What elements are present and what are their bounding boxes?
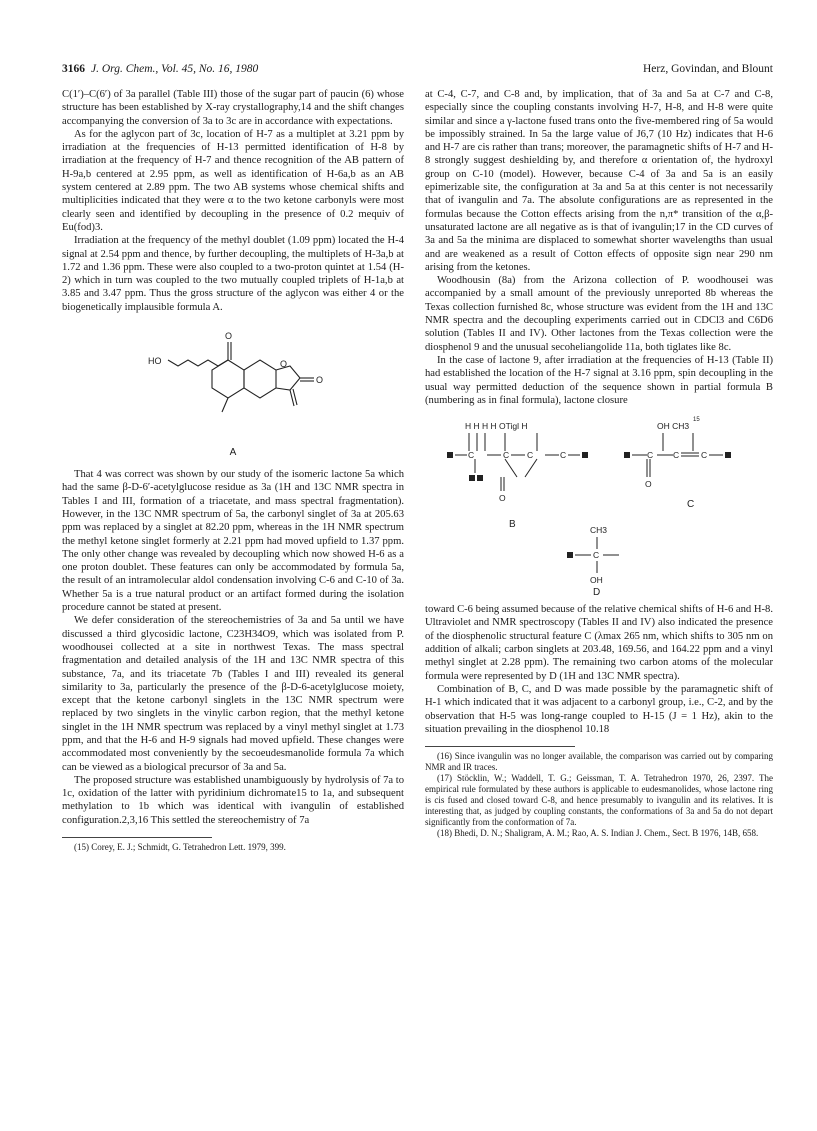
- svg-text:C: C: [593, 550, 600, 561]
- svg-text:C: C: [503, 450, 510, 461]
- footnote-16: (16) Since ivangulin was no longer available, the comparison was carried out by comparing NMR and IR traces.: [425, 751, 773, 773]
- svg-text:O: O: [645, 479, 652, 490]
- structure-a-figure: [62, 322, 404, 460]
- paragraph: Combination of B, C, and D was made possible by the paramagnetic shift of H-1 which indicated that it was adjacent to a carbonyl group, i.e., C-2, and by the observation that H-5 was long-range coupled to H-15 (J = 1 Hz), akin to the situation prevailing in the diosphenol 10.18: [425, 683, 773, 735]
- figb-top-labels: H H H H OTigl H: [465, 421, 528, 432]
- journal-citation: J. Org. Chem., Vol. 45, No. 16, 1980: [91, 63, 259, 75]
- figc-label: C: [687, 499, 695, 511]
- right-column: [425, 88, 773, 839]
- footnote-15: (15) Corey, E. J.; Schmidt, G. Tetrahedron Lett. 1979, 399.: [74, 842, 286, 853]
- footnote-18: (18) Bhedi, D. N.; Shaligram, A. M.; Rao, A. S. Indian J. Chem., Sect. B 1976, 14B, 658.: [437, 828, 759, 839]
- paragraph: toward C-6 being assumed because of the relative chemical shifts of H-6 and H-8. Ultraviolet and NMR spectroscopy (Tables II and IV) also indicated the presence of the diosphenolic structural feature C (λmax 265 nm, which shifts to 305 nm on addition of alkali; carbon singlets at 203.48, 169.56, and 164.22 ppm and a vinyl methyl singlet at 2.28 ppm). The remaining two carbon atoms of the molecular formula were represented by D (1H and 13C NMR spectra).: [425, 604, 773, 682]
- paragraph: The proposed structure was established unambiguously by hydrolysis of 7a to 1c, oxidation of the latter with pyridinium dichromate15 to 1a, and subsequent methylation to 1b which was identical with ivangulin of established configuration.2,3,16 This settled the stereochemistry of 7a: [62, 774, 404, 826]
- header-left: [62, 63, 258, 75]
- figa-o-label: O: [225, 331, 233, 342]
- figd-label: D: [593, 587, 601, 596]
- footnote-rule: [425, 746, 575, 747]
- svg-text:C: C: [673, 450, 680, 461]
- page-number: 3166: [62, 63, 85, 75]
- running-header: [62, 63, 773, 79]
- svg-text:O: O: [499, 493, 506, 504]
- footnote-17: (17) Stöcklin, W.; Waddell, T. G.; Geissman, T. A. Tetrahedron 1970, 26, 2397. The empirical rule formulated by these authors is applicable to eudesmanolides, whose lactone ring is cis fused and closed toward C-8, and hence presumably to ivangulin and its relatives. It is interesting that, as judged by coupling constants, the conformations of 3a and 5a do not depart significantly from the conformation of 7a.: [425, 773, 773, 828]
- figa-ho-label: HO: [148, 356, 162, 367]
- paragraph: As for the aglycon part of 3c, location of H-7 as a multiplet at 3.21 ppm by irradiation at the frequencies of H-13 permitted identification of H-8 by irradiation at the frequency of H-7 and thence recognition of the AB pattern of H-9a,b centered at 2.95 ppm, as well as identification of H-6a,b as an AB system centered at 2.89 ppm. The two AB systems whose chemical shifts and multiplicities indicated that they were α to the two ketone carbonyls were most clearly seen and identified by decoupling in the presence of 0.2 mequiv of Eu(fod)3.: [62, 128, 404, 233]
- figd-top-label: CH3: [590, 525, 608, 536]
- header-authors: Herz, Govindan, and Blount: [643, 63, 773, 75]
- svg-text:C: C: [527, 450, 534, 461]
- svg-text:C: C: [468, 450, 475, 461]
- paragraph: Woodhousin (8a) from the Arizona collection of P. woodhousei was accompanied by a small amount of the previously unreported 8b whereas the Texas collection furnished 8c, whose structure was evident from the 1H and 13C NMR spectra and the decoupling experiments carried out in CDCl3 and C6D6 solution (Tables II and IV). Other lactones from the Texas collection were the diosphenol 9 and the unusual secoheliangolide 11a, both tiglates like 8c.: [425, 275, 773, 353]
- paragraph: at C-4, C-7, and C-8 and, by implication, that of 3a and 5a at C-7 and C-8, especially since the coupling constants involving H-7, H-8, and H-8 were quite similar and since a γ-lactone fused trans onto the five-membered ring of 5a would be impossibly strained. In 5a the large value of J6,7 (10 Hz) indicates that H-6 and H-7 are cis rather than trans; moreover, the paramagnetic shifts of H-7 and H-8 strongly suggest deshielding by, and therefore α orientation of, the hydroxyl group on C-10 (model). However, because C-4 of 3a and 5a is an easily epimerizable site, the configuration at 3a and 5a at this center is not necessarily that of ivangulin and 7a. The absolute configurations are as represented in the formulas because the Cotton effects arising from the n,π* transition of the α,β-unsaturated lactone are all negative as is that of ivangulin;17 in the CD curves of 3a and 5a the minima are displaced to somewhat shorter wavelengths than usual and are weakened as a result of Cotton effects of opposite sign near 290 nm arising from the ketones.: [425, 89, 773, 273]
- paragraph: In the case of lactone 9, after irradiation at the frequencies of H-13 (Table II) had established the location of the H-7 signal at 3.16 ppm, spin decoupling in the usual way permitted deduction of the sequence shown in partial formula B (numbering as in final formula), lactone closure: [425, 354, 773, 406]
- partial-formulas-figure: [425, 415, 773, 595]
- paragraph: C(1′)–C(6′) of 3a parallel (Table III) those of the sugar part of paucin (6) whose structure has been established by X-ray crystallography,14 and the shift changes accompanying the conversion of 3a to 3c are in accordance with expectations.: [62, 89, 404, 127]
- paragraph: That 4 was correct was shown by our study of the isomeric lactone 5a which had the same β-D-6′-acetylglucose residue as 3a (1H and 13C NMR spectra in Tables I and III, formation of a triacetate, and mass spectral fragmentation). However, in the 13C NMR spectrum of 5a, the carbonyl singlet of 3a at 205.63 ppm was replaced by a singlet at 82.20 ppm, whereas in the 1H NMR spectrum the methyl ketone singlet formerly at 2.21 ppm had moved upfield to 1.37 ppm. The only other change was revealed by decoupling which now showed H-6 as a one proton doublet. These features can only be accommodated by formula 5a, the result of an intramolecular aldol condensation involving C-6 and C-10 of 3a. Whether 5a is a true natural product or an artifact formed during the isolation procedure cannot be stated at present.: [62, 469, 404, 614]
- structure-a-diagram: [62, 322, 404, 442]
- partial-formulas-diagram: [425, 415, 773, 595]
- paragraph: Irradiation at the frequency of the methyl doublet (1.09 ppm) located the H-4 signal at 2.54 ppm and thence, by further decoupling, the multiplets of H-3a,b at 1.72 and 1.36 ppm. These were also coupled to a two-proton quintet at 1.54 (H-2) which in turn was coupled to the two mutually coupled triplets of H-1a,b at 3.85 and 3.47 ppm. Thus the gross structure of the aglycon was either 4 or the biogenetically implausible formula A.: [62, 235, 404, 313]
- svg-text:C: C: [560, 450, 567, 461]
- figa-o-carbonyl-label: O: [316, 375, 324, 386]
- figd-bottom-label: OH: [590, 575, 603, 586]
- figc-15-label: 15: [693, 417, 700, 424]
- left-column: [62, 88, 404, 853]
- figc-top-labels: OH CH3: [657, 421, 690, 432]
- figa-o-ring-label: O: [280, 359, 288, 370]
- paragraph: We defer consideration of the stereochemistries of 3a and 5a until we have discussed a third glycosidic lactone, C23H34O9, which was isolated from P. woodhousei collected at a site in northwest Texas. The mass spectral fragmentation and detailed analysis of the 1H and 13C NMR spectra of this substance, 7a, and its triacetate 7b (Tables I and III) revealed its general similarity to 3a, particularly the presence of the β-D-6-acetylglucose moiety, except that the ketone carbonyl singlets in the 13C NMR spectrum were replaced by two singlets in the vinylic carbon region, that the methyl ketone singlet in the 1H NMR spectrum was replaced by a vinyl methyl singlet at 1.73 ppm, and that the H-6 and H-9 signals had moved upfield. These changes were accommodated most conveniently by the secoeudesmanolide formula 7a which can be viewed as a biological precursor of 3a and 5a.: [62, 615, 404, 773]
- figure-a-label: A: [229, 447, 237, 459]
- footnote-rule: [62, 837, 212, 838]
- svg-text:C: C: [647, 450, 654, 461]
- svg-text:C: C: [701, 450, 708, 461]
- figb-label: B: [509, 519, 516, 531]
